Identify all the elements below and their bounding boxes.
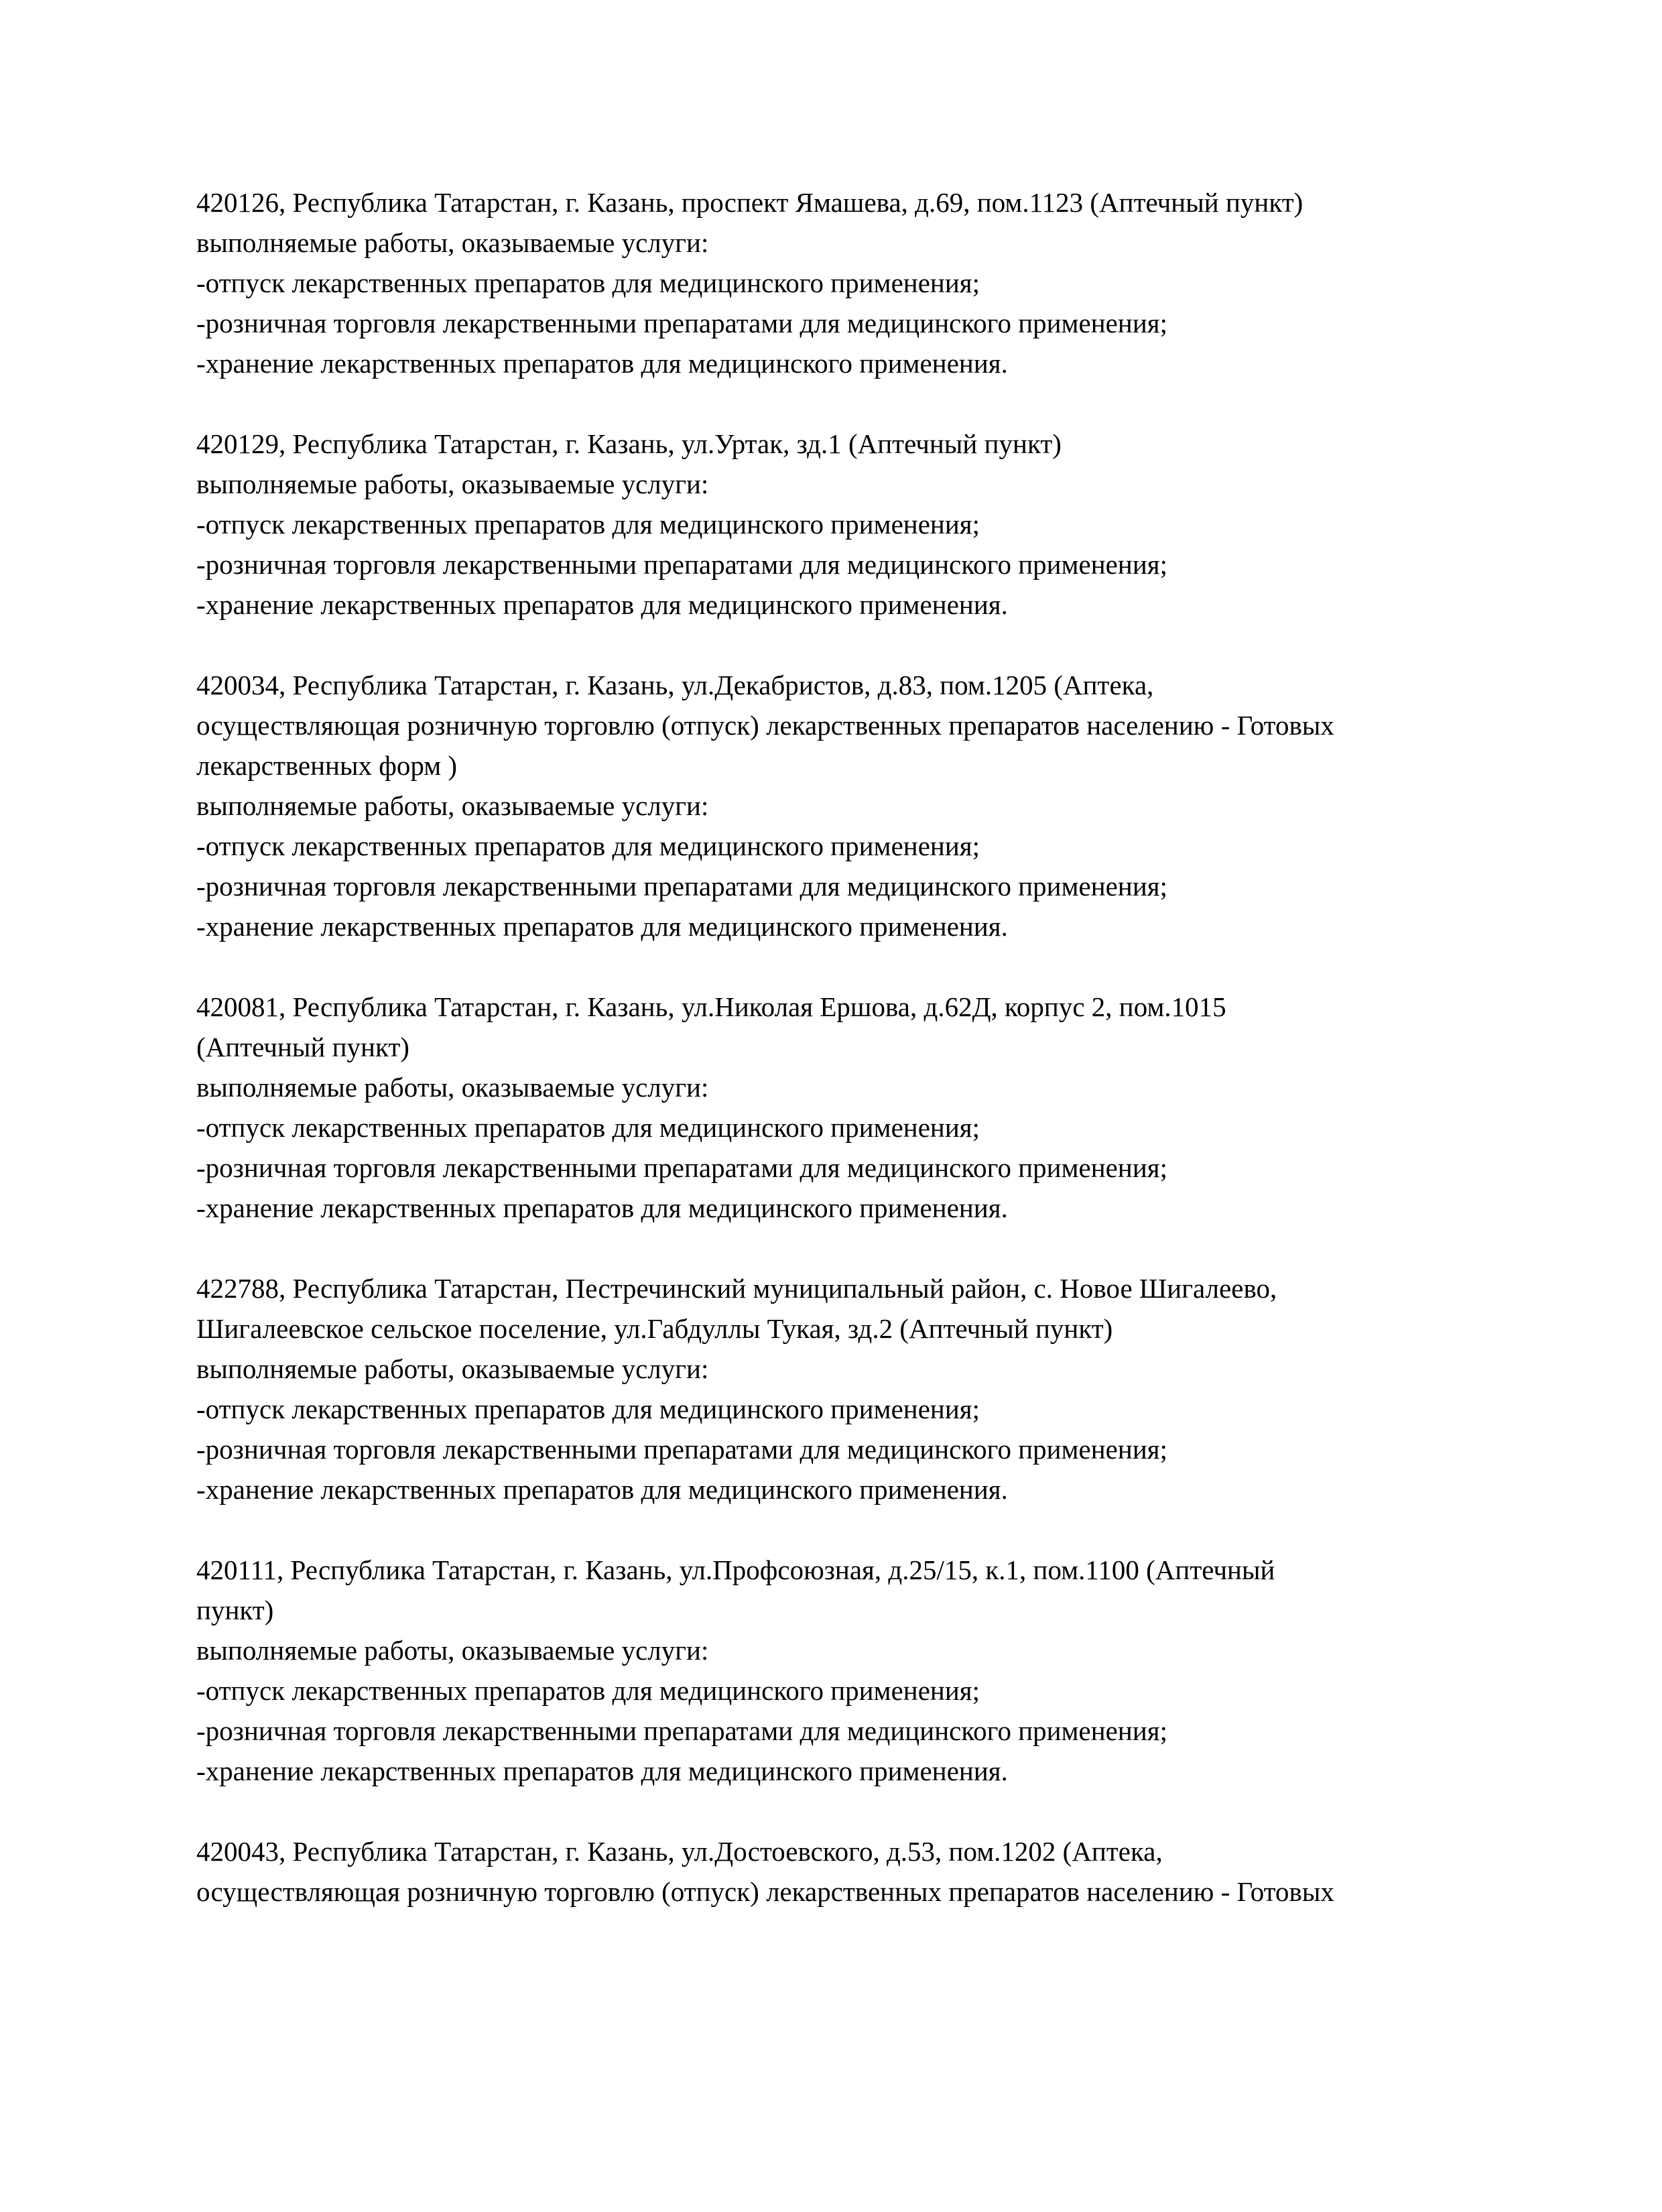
- pharmacy-entry: [196, 424, 1617, 625]
- pharmacy-entry: [196, 987, 1617, 1228]
- service-item: -хранение лекарственных препаратов для медицинского применения.: [196, 1474, 1008, 1505]
- entry-address-line: пункт): [196, 1595, 274, 1625]
- entry-address-line: 420034, Республика Татарстан, г. Казань, ул.Декабристов, д.83, пом.1205 (Аптека,: [196, 670, 1154, 700]
- pharmacy-entry: [196, 1831, 1617, 1912]
- entry-address-line: осуществляющая розничную торговлю (отпуск) лекарственных препаратов населению - Готовых: [196, 710, 1334, 741]
- entry-address-line: лекарственных форм ): [196, 750, 458, 781]
- entry-address-line: 420111, Республика Татарстан, г. Казань, ул.Профсоюзная, д.25/15, к.1, пом.1100 (Аптечный: [196, 1554, 1275, 1585]
- service-item: -хранение лекарственных препаратов для медицинского применения.: [196, 589, 1008, 620]
- service-item: -хранение лекарственных препаратов для медицинского применения.: [196, 1192, 1008, 1223]
- service-item: -розничная торговля лекарственными препаратами для медицинского применения;: [196, 1715, 1168, 1746]
- service-item: -отпуск лекарственных препаратов для медицинского применения;: [196, 509, 980, 540]
- entry-address-line: 422788, Республика Татарстан, Пестречинский муниципальный район, с. Новое Шигалеево,: [196, 1273, 1277, 1304]
- services-header: выполняемые работы, оказываемые услуги:: [196, 1635, 709, 1666]
- entry-address-line: 420081, Республика Татарстан, г. Казань, ул.Николая Ершова, д.62Д, корпус 2, пом.1015: [196, 991, 1226, 1022]
- entry-address-line: Шигалеевское сельское поселение, ул.Габдуллы Тукая, зд.2 (Аптечный пункт): [196, 1313, 1113, 1344]
- entry-address-line: (Аптечный пункт): [196, 1032, 409, 1062]
- entry-address-line: 420043, Республика Татарстан, г. Казань, ул.Достоевского, д.53, пом.1202 (Аптека,: [196, 1836, 1163, 1867]
- service-item: -хранение лекарственных препаратов для медицинского применения.: [196, 1756, 1008, 1786]
- pharmacy-entry: [196, 1550, 1617, 1791]
- services-header: выполняемые работы, оказываемые услуги:: [196, 1072, 709, 1103]
- service-item: -розничная торговля лекарственными препаратами для медицинского применения;: [196, 1152, 1168, 1183]
- service-item: -отпуск лекарственных препаратов для медицинского применения;: [196, 1675, 980, 1706]
- entry-address-line: 420126, Республика Татарстан, г. Казань, проспект Ямашева, д.69, пом.1123 (Аптечный пункт): [196, 187, 1303, 218]
- services-header: выполняемые работы, оказываемые услуги:: [196, 227, 709, 258]
- service-item: -отпуск лекарственных препаратов для медицинского применения;: [196, 831, 980, 861]
- pharmacy-entry: [196, 1268, 1617, 1510]
- services-header: выполняемые работы, оказываемые услуги:: [196, 790, 709, 821]
- service-item: -отпуск лекарственных препаратов для медицинского применения;: [196, 267, 980, 298]
- service-item: -отпуск лекарственных препаратов для медицинского применения;: [196, 1112, 980, 1143]
- pharmacy-entry: [196, 182, 1617, 383]
- entry-address-line: осуществляющая розничную торговлю (отпуск) лекарственных препаратов населению - Готовых: [196, 1876, 1334, 1907]
- service-item: -розничная торговля лекарственными препаратами для медицинского применения;: [196, 549, 1168, 580]
- pharmacy-entry: [196, 665, 1617, 946]
- services-header: выполняемые работы, оказываемые услуги:: [196, 469, 709, 499]
- service-item: -розничная торговля лекарственными препаратами для медицинского применения;: [196, 1434, 1168, 1465]
- services-header: выполняемые работы, оказываемые услуги:: [196, 1353, 709, 1384]
- document-body: [196, 182, 1617, 1952]
- service-item: -хранение лекарственных препаратов для медицинского применения.: [196, 911, 1008, 942]
- service-item: -розничная торговля лекарственными препаратами для медицинского применения;: [196, 871, 1168, 902]
- entry-address-line: 420129, Республика Татарстан, г. Казань, ул.Уртак, зд.1 (Аптечный пункт): [196, 428, 1062, 459]
- service-item: -хранение лекарственных препаратов для медицинского применения.: [196, 348, 1008, 379]
- service-item: -отпуск лекарственных препаратов для медицинского применения;: [196, 1394, 980, 1424]
- service-item: -розничная торговля лекарственными препаратами для медицинского применения;: [196, 308, 1168, 339]
